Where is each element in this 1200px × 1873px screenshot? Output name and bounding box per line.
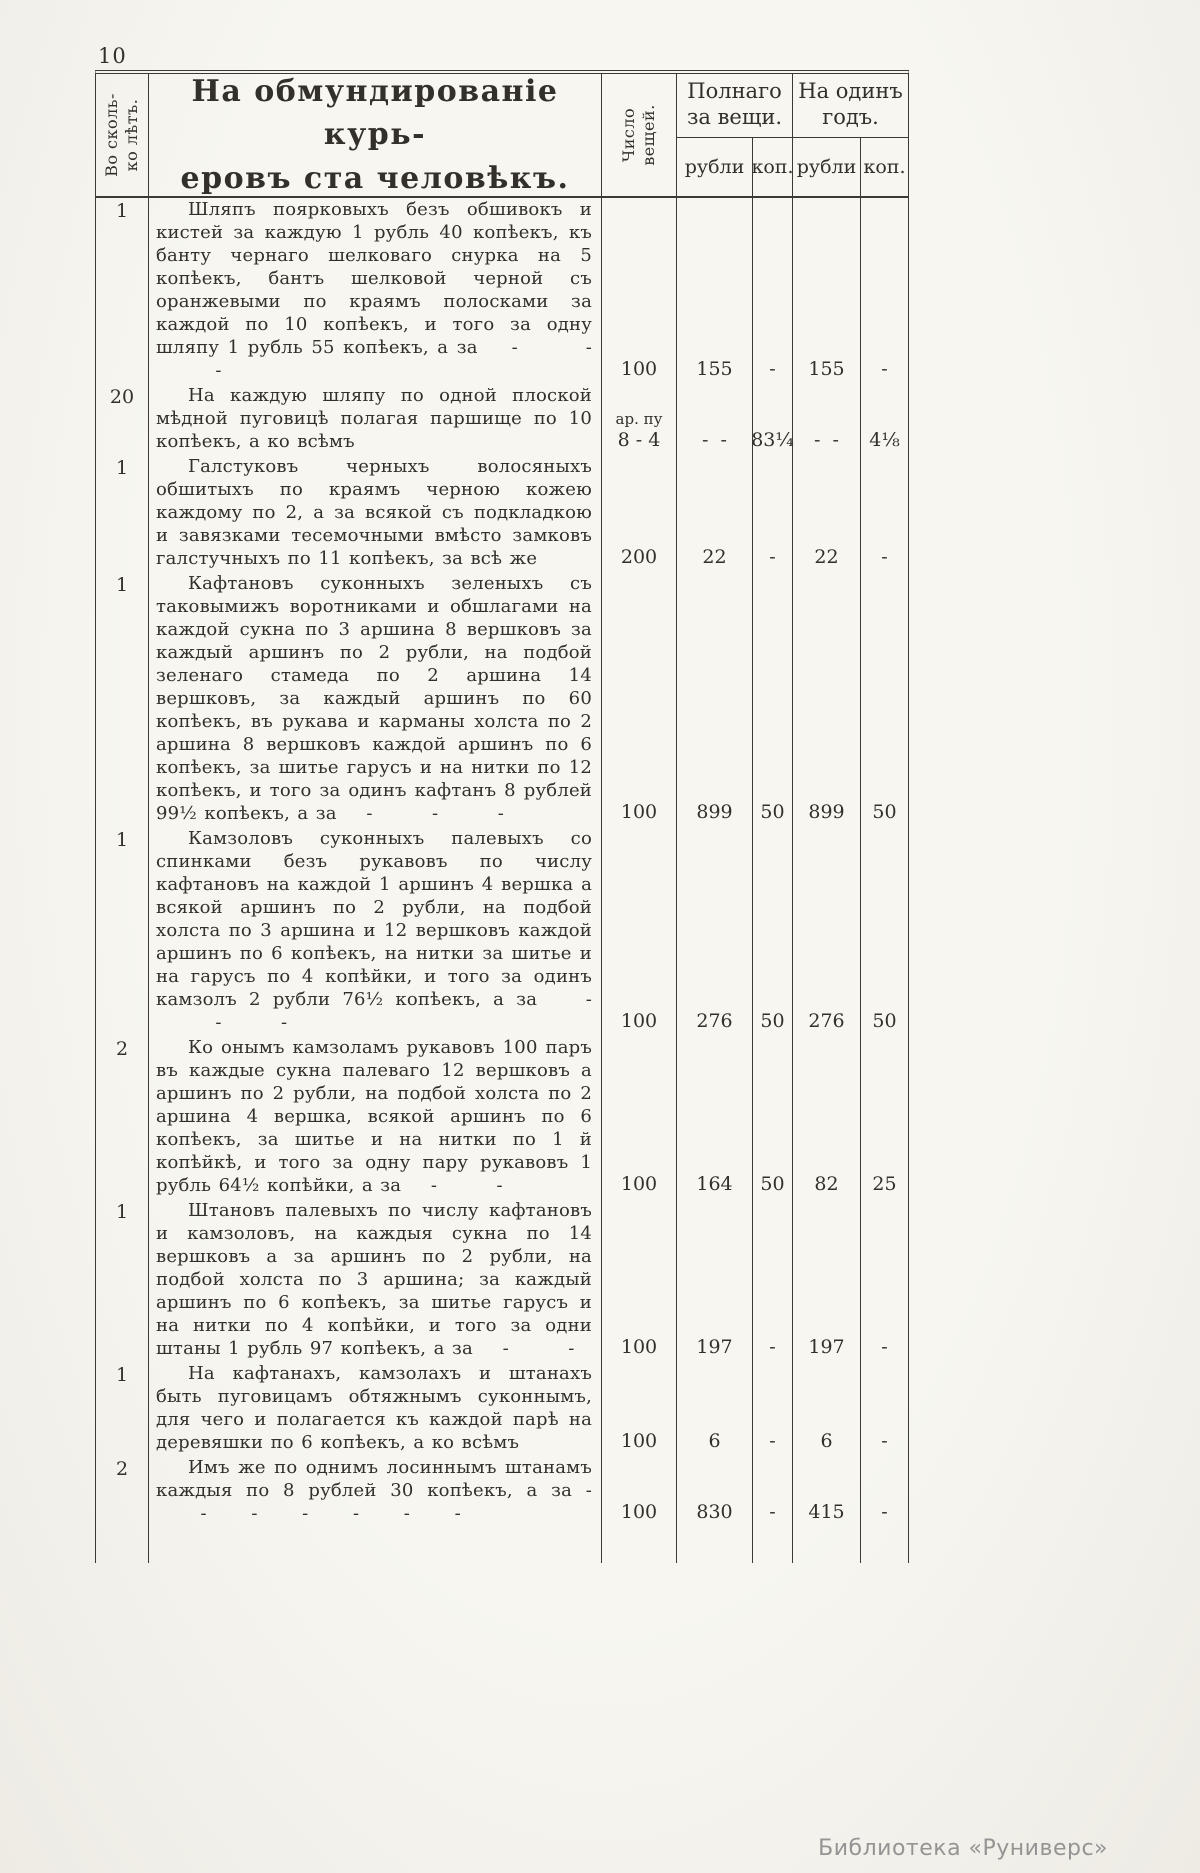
count-value: 200 (620, 546, 658, 568)
expense-table (95, 70, 909, 1563)
full-price-rubles-cell: 830 (677, 1456, 753, 1527)
years-cell (96, 455, 149, 572)
per-year-rubles-header: рубли (793, 138, 861, 196)
description-cell (149, 384, 602, 455)
years-cell (96, 1036, 149, 1199)
years-value: 1 (115, 574, 129, 596)
full-price-kopecks-cell: - (753, 1362, 793, 1456)
per-year-kopecks-cell: 4⅛ (869, 429, 900, 451)
per-year-rubles-cell: - - (793, 384, 861, 455)
count-cell (602, 384, 677, 455)
table-filler-row (96, 1527, 908, 1563)
table-row (96, 1036, 908, 1199)
description-cell (149, 572, 602, 827)
years-value: 1 (115, 457, 129, 479)
count-column-header-label: Число вещей. (618, 104, 658, 166)
per-year-kopecks-cell: - (881, 358, 888, 380)
full-price-rubles-cell: 899 (677, 572, 753, 827)
table-row (96, 1362, 908, 1456)
full-price-kopecks-cell: 50 (753, 827, 793, 1036)
years-value: 1 (115, 1364, 129, 1386)
years-cell (96, 572, 149, 827)
per-year-kopecks-cell: - (881, 1501, 888, 1523)
count-cell (602, 455, 677, 572)
count-cell (602, 1199, 677, 1362)
description-cell (149, 455, 602, 572)
table-row (96, 1456, 908, 1527)
item-description: Кафтановъ суконныхъ зеленыхъ съ таковымижъ воротниками и обшлагами на каждой сукна по 3 аршина 8 вершковъ за каждый аршинъ по 2 рубли, на подбой зеленаго стамеда по 2 аршина 14 вершковъ, за каждый аршинъ по 60 копѣекъ, въ рукава и карманы холста по 2 аршина 8 вершковъ каждой аршинъ по 6 копѣекъ, за шитье гарусъ и на нитки по 12 копѣекъ, и того за одинъ кафтанъ 8 рублей 99½ копѣекъ, а за - - - (156, 573, 592, 824)
years-cell (96, 198, 149, 384)
per-year-kopecks-cell: 25 (872, 1173, 897, 1195)
table-row (96, 198, 908, 384)
item-description: Галстуковъ черныхъ волосяныхъ обшитыхъ по краямъ черною кожею каждому по 2, а за всякой съ подкладкою и завязками тесемочными вмѣсто замковъ галстучныхъ по 11 копѣекъ, за всѣ же (156, 456, 592, 569)
full-price-kopecks-cell: 50 (753, 1036, 793, 1199)
per-year-kopecks-cell: 50 (872, 1010, 897, 1032)
description-cell (149, 1456, 602, 1527)
page-number: 10 (98, 44, 127, 68)
table-row (96, 572, 908, 827)
table-header (96, 74, 908, 198)
count-value: 100 (620, 1173, 658, 1195)
full-price-rubles-cell: 6 (677, 1362, 753, 1456)
per-year-kopecks-cell: - (881, 1430, 888, 1452)
count-value: 100 (620, 1336, 658, 1358)
years-value: 2 (115, 1458, 129, 1480)
per-year-header: На одинъ годъ. (793, 74, 908, 138)
per-year-rubles-cell: 6 (793, 1362, 861, 1456)
full-price-kopecks-cell: - (753, 1199, 793, 1362)
full-price-rubles-cell: 164 (677, 1036, 753, 1199)
description-cell (149, 198, 602, 384)
full-price-kopecks-cell: 50 (753, 572, 793, 827)
library-watermark: Библиотека «Руниверс» (818, 1836, 1108, 1861)
full-price-rubles-cell: 197 (677, 1199, 753, 1362)
count-cell (602, 1456, 677, 1527)
years-cell (96, 384, 149, 455)
full-price-kopecks-cell: - (753, 455, 793, 572)
per-year-kopecks-cell: 50 (872, 801, 897, 823)
item-description: На кафтанахъ, камзолахъ и штанахъ быть пуговицамъ обтяжнымъ суконнымъ, для чего и полагается къ каждой парѣ на деревяшки по 6 копѣекъ, а ко всѣмъ (156, 1363, 592, 1453)
full-price-rubles-cell: - - (677, 384, 753, 455)
count-value: 100 (620, 801, 658, 823)
full-price-kopecks-cell: - (753, 1456, 793, 1527)
per-year-rubles-cell: 155 (793, 198, 861, 384)
count-cell (602, 198, 677, 384)
years-value: 20 (109, 386, 135, 408)
table-body (96, 198, 908, 1527)
count-cell (602, 572, 677, 827)
years-value: 1 (115, 1201, 129, 1223)
full-price-rubles-cell: 155 (677, 198, 753, 384)
full-price-rubles-cell: 22 (677, 455, 753, 572)
full-price-header: Полнаго за вещи. (677, 74, 793, 138)
item-description: Штановъ палевыхъ по числу кафтановъ и камзоловъ, на каждыя сукна по 14 вершковъ а за аршинъ по 2 рубли, на подбой холста по 3 аршина; за каждый аршинъ по 6 копѣекъ, за шитье гарусъ и на нитки по 4 копѣйки, и того за одни штаны 1 рубль 97 копѣекъ, а за - - (156, 1200, 592, 1359)
years-value: 2 (115, 1038, 129, 1060)
per-year-rubles-cell: 276 (793, 827, 861, 1036)
count-cell (602, 827, 677, 1036)
per-year-rubles-cell: 197 (793, 1199, 861, 1362)
count-value: 100 (620, 1010, 658, 1032)
years-cell (96, 1362, 149, 1456)
description-cell (149, 1362, 602, 1456)
count-value: 8 - 4 (617, 429, 661, 451)
description-cell (149, 827, 602, 1036)
table-row (96, 455, 908, 572)
item-description: Камзоловъ суконныхъ палевыхъ со спинками безъ рукавовъ по числу кафтановъ на каждой 1 аршинъ 4 вершка а всякой аршинъ по 2 рубли, на подбой холста по 3 аршина и 12 вершковъ каждой аршинъ по 6 копѣекъ, на нитки за шитье и на гарусъ по 4 копѣйки, и того за одинъ камзолъ 2 рубли 76½ копѣекъ, а за - - - (156, 828, 592, 1033)
table-row (96, 1199, 908, 1362)
full-price-rubles-header: рубли (677, 138, 753, 196)
full-price-kopecks-cell: 83¼ (753, 384, 793, 455)
count-value: 100 (620, 1501, 658, 1523)
years-cell (96, 1456, 149, 1527)
per-year-kopecks-cell: - (881, 546, 888, 568)
item-description: Имъ же по однимъ лосиннымъ штанамъ каждыя по 8 рублей 30 копѣекъ, а за - - - - - - - (156, 1457, 592, 1524)
count-value: 100 (620, 358, 658, 380)
per-year-rubles-cell: 22 (793, 455, 861, 572)
description-cell (149, 1036, 602, 1199)
years-value: 1 (115, 829, 129, 851)
description-cell (149, 1199, 602, 1362)
per-year-rubles-cell: 899 (793, 572, 861, 827)
years-cell (96, 827, 149, 1036)
full-price-kopecks-header: коп. (753, 138, 793, 196)
item-description: Ко онымъ камзоламъ рукавовъ 100 паръ въ каждые сукна палеваго 12 вершковъ а аршинъ по 2 рубли, на подбой холста по 2 аршина 4 вершка, всякой аршинъ по 6 копѣекъ, за шитье и на нитки по 1 й копѣйкѣ, и того за одну пару рукавовъ 1 рубль 64½ копѣйки, а за - - (156, 1037, 592, 1196)
full-price-rubles-cell: 276 (677, 827, 753, 1036)
item-description: На каждую шляпу по одной плоской мѣдной пуговицѣ полагая паршище по 10 копѣекъ, а ко всѣмъ (156, 385, 592, 452)
table-title (149, 74, 602, 196)
count-cell (602, 1036, 677, 1199)
count-value: 100 (620, 1430, 658, 1452)
item-description: Шляпъ поярковыхъ безъ обшивокъ и кистей за каждую 1 рубль 40 копѣекъ, къ банту чернаго шелковаго снурка на 5 копѣекъ, бантъ шелковой черной съ оранжевыми по краямъ полосками за каждой по 10 копѣекъ, и того за одну шляпу 1 рубль 55 копѣекъ, а за - - - (156, 199, 592, 381)
full-price-kopecks-cell: - (753, 198, 793, 384)
per-year-kopecks-cell: - (881, 1336, 888, 1358)
count-note: ар. пу (615, 410, 663, 428)
years-column-header-label: Во сколь- ко лѣтъ. (102, 93, 142, 177)
count-column-header (602, 74, 677, 196)
per-year-rubles-cell: 82 (793, 1036, 861, 1199)
years-cell (96, 1199, 149, 1362)
count-cell (602, 1362, 677, 1456)
table-title-line2: еровъ ста человѣкъ. (180, 160, 570, 196)
table-row (96, 384, 908, 455)
table-row (96, 827, 908, 1036)
per-year-rubles-cell: 415 (793, 1456, 861, 1527)
years-column-header (96, 74, 149, 196)
table-title-line1: На обмундированіе курь- (191, 73, 559, 153)
years-value: 1 (115, 200, 129, 222)
per-year-kopecks-header: коп. (863, 156, 906, 178)
